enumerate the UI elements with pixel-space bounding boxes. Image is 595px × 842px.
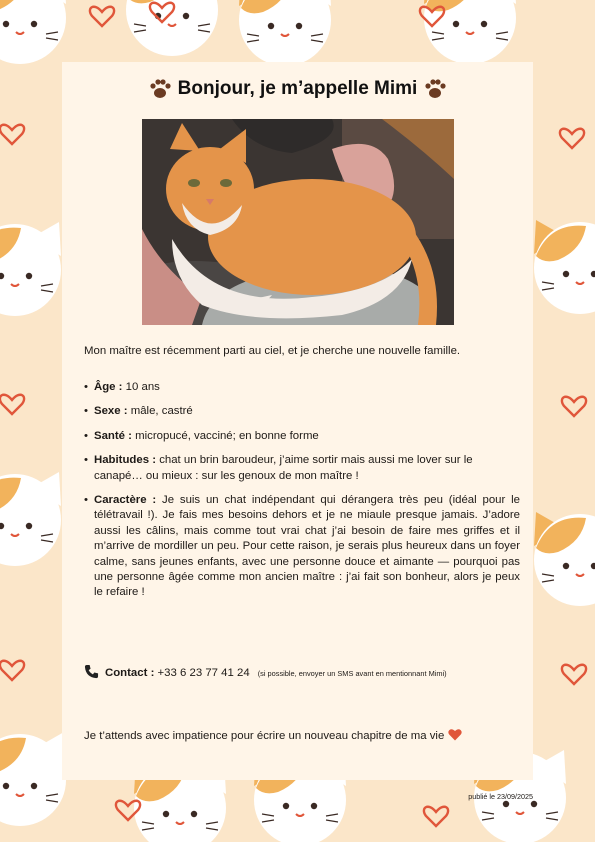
- fact-habits: [84, 453, 520, 484]
- fact-value: 10 ans: [122, 381, 160, 393]
- facts-list: [84, 380, 520, 610]
- heart-icon: [448, 728, 462, 741]
- fact-label: Habitudes :: [94, 454, 157, 467]
- fact-health: [84, 429, 520, 444]
- paw-icon-right: [423, 78, 447, 100]
- fact-value: Je suis un chat indépendant qui dérangera très peu (idéal pour le télétravail !). Je fais mes besoins dehors et je ne miaule presque jamais. J’adore aussi les câlins, mais comme tout vrai chat j’ai besoin de faire mes griffes et il m’arrive de mordiller un peu. Pour cette raison, je serais plus heureux dans un foyer calme, sans jeunes enfants, avec une personne douce et aimante — pourquoi pas une personne âgée comme mon ancien maître : j’ai fait son bonheur, alors je peux le refaire !: [94, 494, 520, 599]
- fact-sex: [84, 404, 520, 419]
- cat-photo: [142, 119, 454, 325]
- fact-value: micropucé, vacciné; en bonne forme: [131, 429, 319, 442]
- closing-line: [84, 728, 530, 744]
- phone-icon: [84, 664, 99, 679]
- fact-label: Âge :: [94, 381, 123, 393]
- bullet: •: [84, 381, 88, 393]
- bullet: •: [84, 429, 88, 442]
- fact-value: mâle, castré: [127, 405, 193, 418]
- title-text: Bonjour, je m’appelle Mimi: [177, 78, 418, 99]
- fact-label: Santé :: [94, 429, 132, 442]
- contact-label: Contact :: [105, 667, 155, 679]
- fact-label: Caractère :: [94, 494, 157, 507]
- closing-text: Je t’attends avec impatience pour écrire un nouveau chapitre de ma vie: [84, 730, 445, 742]
- fact-character: [84, 493, 520, 601]
- paw-icon-left: [148, 78, 172, 100]
- page-title: [62, 78, 533, 100]
- contact-note: (si possible, envoyer un SMS avant en mentionnant Mimi): [257, 669, 447, 678]
- intro-text: Mon maître est récemment parti au ciel, et je cherche une nouvelle famille.: [84, 345, 461, 357]
- contact-line: [84, 664, 524, 681]
- bullet: •: [84, 454, 88, 467]
- fact-age: [84, 380, 520, 395]
- bullet: •: [84, 494, 88, 507]
- published-date: publié le 23/09/2025: [468, 792, 533, 801]
- bullet: •: [84, 405, 88, 418]
- fact-value: chat un brin baroudeur, j’aime sortir mais aussi me lover sur le canapé… ou mieux : sur les genoux de mon maître !: [94, 454, 473, 482]
- contact-phone[interactable]: +33 6 23 77 41 24: [154, 667, 250, 679]
- fact-label: Sexe :: [94, 405, 128, 418]
